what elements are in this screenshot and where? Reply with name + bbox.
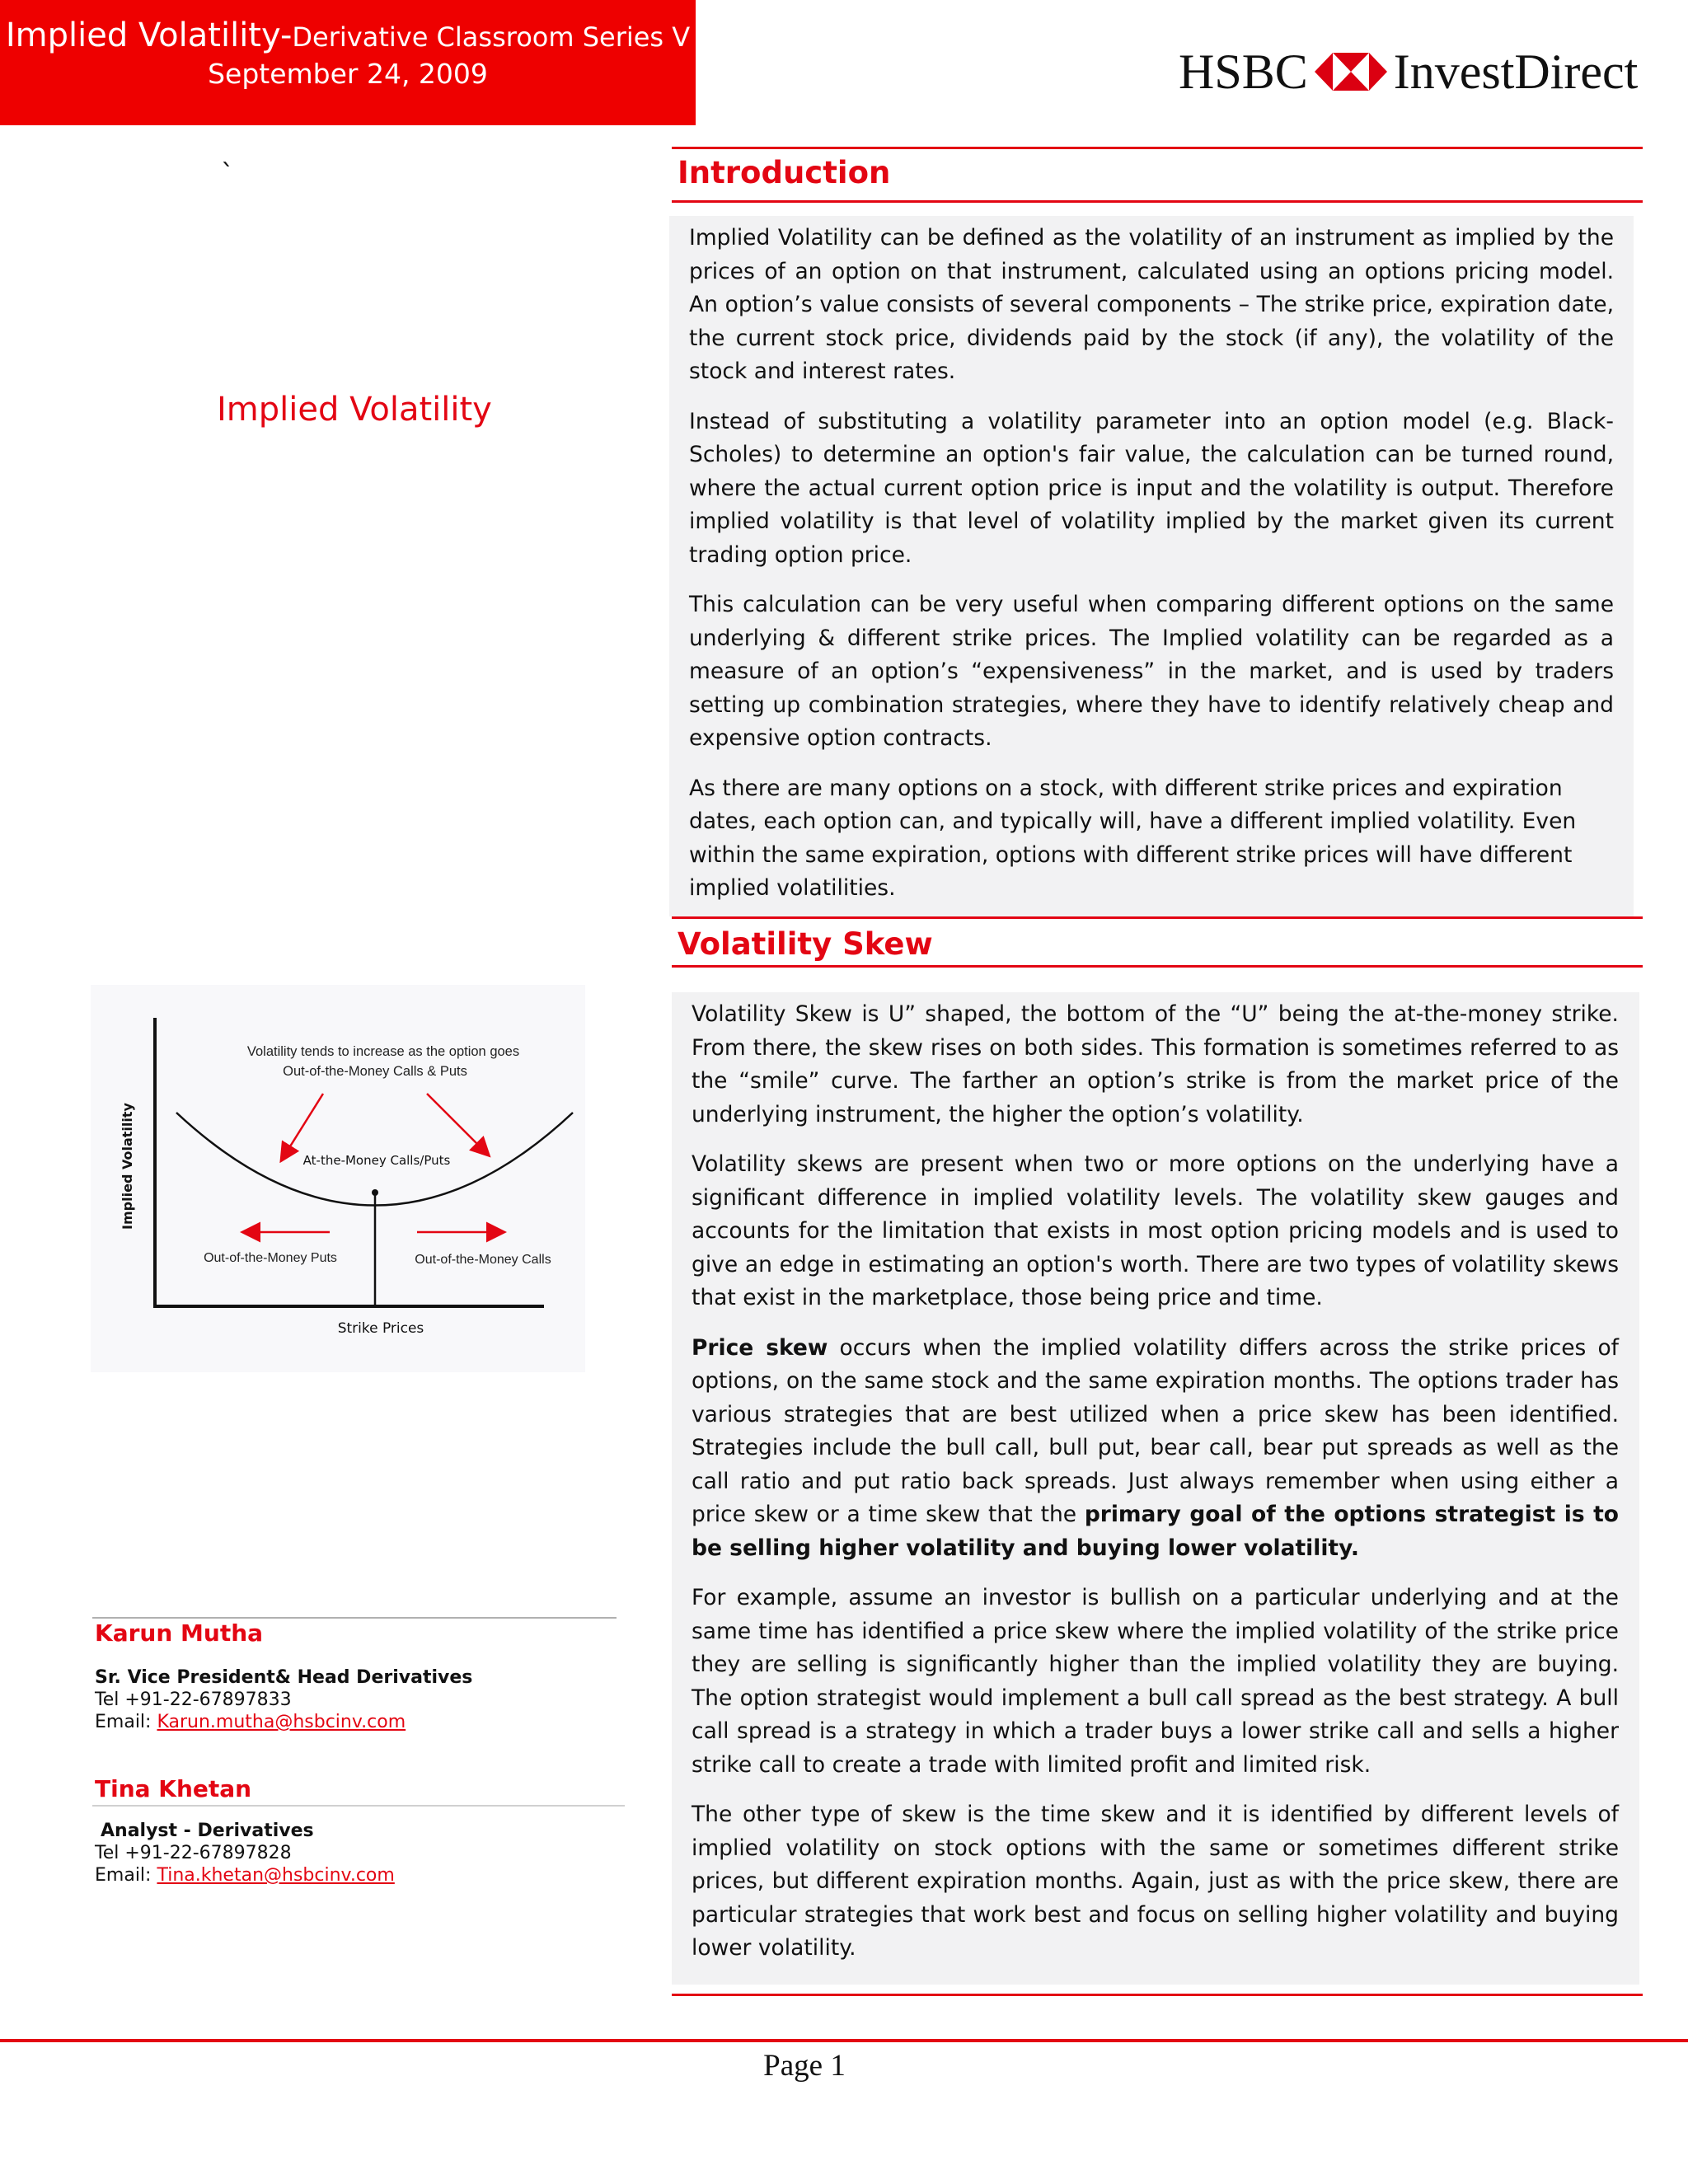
contact1-tel: Tel +91-22-67897833 bbox=[95, 1690, 292, 1710]
contact2-email-label: Email: bbox=[95, 1865, 157, 1886]
atm-point bbox=[372, 1189, 378, 1196]
skew-paragraph-4: For example, assume an investor is bullish on a particular underlying and at the same time has identified a price skew where the implied volatility of the strike price they are selling is significantly higher than the implied volatility they are buying. The option strategist would implement a bull call spread as the best strategy. A bull call spread is a strategy in which a trader buys a lower strike call and sells a higher strike call to create a trade with limited profit and limited risk. bbox=[692, 1585, 1619, 1778]
skew-paragraph-5: The other type of skew is the time skew and it is identified by different levels of implied volatility on stock options with the same or sometimes different strike prices, but different expiration months. Again, just as with the price skew, there are particular strategies that work best and focus on selling higher volatility and buying lower volatility. bbox=[692, 1802, 1619, 1961]
contact1-email-row bbox=[95, 1711, 406, 1733]
intro-panel bbox=[669, 216, 1634, 916]
contact1-email-label: Email: bbox=[95, 1712, 157, 1732]
header-banner bbox=[0, 0, 696, 125]
intro-paragraph-4: As there are many options on a stock, with different strike prices and expiration dates, each option can, and typically will, have a different implied volatility. Even within the same expiration, options with different strike prices will have different implied volatilities. bbox=[689, 775, 1577, 901]
title-series: Derivative Classroom Series V bbox=[292, 21, 691, 53]
skew-panel bbox=[672, 992, 1639, 1985]
skew-top-rule bbox=[672, 916, 1643, 919]
volatility-smile-chart bbox=[91, 985, 585, 1372]
intro-paragraph-3: This calculation can be very useful when comparing different options on the same underlying & different strike prices. The Implied volatility can be regarded as a measure of an option’s “expensiveness” in the market, and is used by traders setting up combination strategies, where they have to identify relatively cheap and expensive option contracts. bbox=[689, 592, 1614, 751]
intro-paragraph-2: Instead of substituting a volatility parameter into an option model (e.g. Black-Scholes) to determine an option's fair value, the calculation can be turned round, where the actual current option price is input and the volatility is output. Therefore implied volatility is that level of volatility implied by the market given its current trading option price. bbox=[689, 408, 1614, 568]
contact1-rule bbox=[92, 1617, 617, 1619]
document-title bbox=[0, 16, 696, 54]
primary-goal-text: primary goal of the options strategist is to be selling higher volatility and buying lower volatility. bbox=[692, 1502, 1620, 1561]
brand-left: HSBC bbox=[1179, 44, 1308, 99]
intro-heading: Introduction bbox=[678, 155, 891, 190]
chart-note-line2: Out-of-the-Money Calls & Puts bbox=[283, 1064, 467, 1079]
y-axis-label: Implied Volatility bbox=[120, 1103, 135, 1230]
arrow-to-left-curve bbox=[282, 1094, 323, 1160]
brand-right: InvestDirect bbox=[1393, 44, 1639, 99]
otm-puts-label: Out-of-the-Money Puts bbox=[204, 1251, 337, 1265]
hsbc-hexagon-icon bbox=[1315, 53, 1387, 91]
skew-bottom-rule bbox=[672, 965, 1643, 968]
contact2-email-link[interactable]: Tina.khetan@hsbcinv.com bbox=[157, 1865, 395, 1886]
chart-note-line1: Volatility tends to increase as the option goes bbox=[246, 1044, 520, 1059]
hsbc-investdirect-logo bbox=[1179, 43, 1638, 101]
contact2-rule bbox=[92, 1805, 625, 1807]
contact1-role: Sr. Vice President& Head Derivatives bbox=[95, 1667, 473, 1688]
page-number: Page 1 bbox=[763, 2049, 846, 2083]
otm-calls-label: Out-of-the-Money Calls bbox=[415, 1253, 551, 1267]
contact2-email-row bbox=[95, 1864, 395, 1886]
price-skew-term: Price skew bbox=[692, 1334, 828, 1361]
stray-mark: ` bbox=[221, 158, 234, 190]
atm-label: At-the-Money Calls/Puts bbox=[302, 1153, 451, 1168]
skew-paragraph-1: Volatility Skew is U” shaped, the bottom of the “U” being the at-the-money strike. From there, the skew rises on both sides. This formation is sometimes referred to as the “smile” curve. The farther an option’s strike is from the market price of the underlying instrument, the higher the option’s volatility. bbox=[692, 1001, 1619, 1127]
footer-rule bbox=[0, 2039, 1688, 2042]
contact2-role: Analyst - Derivatives bbox=[101, 1821, 314, 1841]
x-axis-label: Strike Prices bbox=[337, 1320, 424, 1337]
document-date: September 24, 2009 bbox=[208, 58, 488, 90]
skew-end-rule bbox=[672, 1994, 1643, 1996]
contact1-name: Karun Mutha bbox=[95, 1619, 264, 1647]
title-main: Implied Volatility- bbox=[5, 16, 293, 54]
contact2-name: Tina Khetan bbox=[95, 1775, 252, 1802]
skew-paragraph-3 bbox=[692, 1332, 1619, 1566]
left-title: Implied Volatility bbox=[217, 391, 492, 429]
contact2-tel: Tel +91-22-67897828 bbox=[95, 1843, 292, 1863]
contact1-email-link[interactable]: Karun.mutha@hsbcinv.com bbox=[157, 1712, 406, 1732]
arrow-to-right-curve bbox=[427, 1094, 488, 1155]
intro-top-rule bbox=[672, 147, 1643, 149]
skew-paragraph-2: Volatility skews are present when two or more options on the underlying have a significant difference in implied volatility levels. The volatility skew gauges and accounts for the limitation that exists in most option pricing models and is used to give an edge in estimating an option's worth. There are two types of volatility skews that exist in the marketplace, those being price and time. bbox=[692, 1151, 1619, 1310]
skew-heading: Volatility Skew bbox=[678, 926, 933, 962]
intro-bottom-rule bbox=[672, 200, 1643, 203]
intro-paragraph-1: Implied Volatility can be defined as the volatility of an instrument as implied by the prices of an option on that instrument, calculated using an options pricing model. An option’s value consists of several components – The strike price, expiration date, the current stock price, dividends paid by the stock (if any), the volatility of the stock and interest rates. bbox=[689, 225, 1614, 384]
price-skew-text: occurs when the implied volatility differs across the strike prices of options, on the same stock and the same expiration months. The options trader has various strategies that are best utilized when a price skew has been identified. Strategies include the bull call, bull put, bear call, bear put spreads as well as the call ratio and put ratio back spreads. Just always remember when using either a price skew or a time skew that the bbox=[692, 1334, 1620, 1527]
